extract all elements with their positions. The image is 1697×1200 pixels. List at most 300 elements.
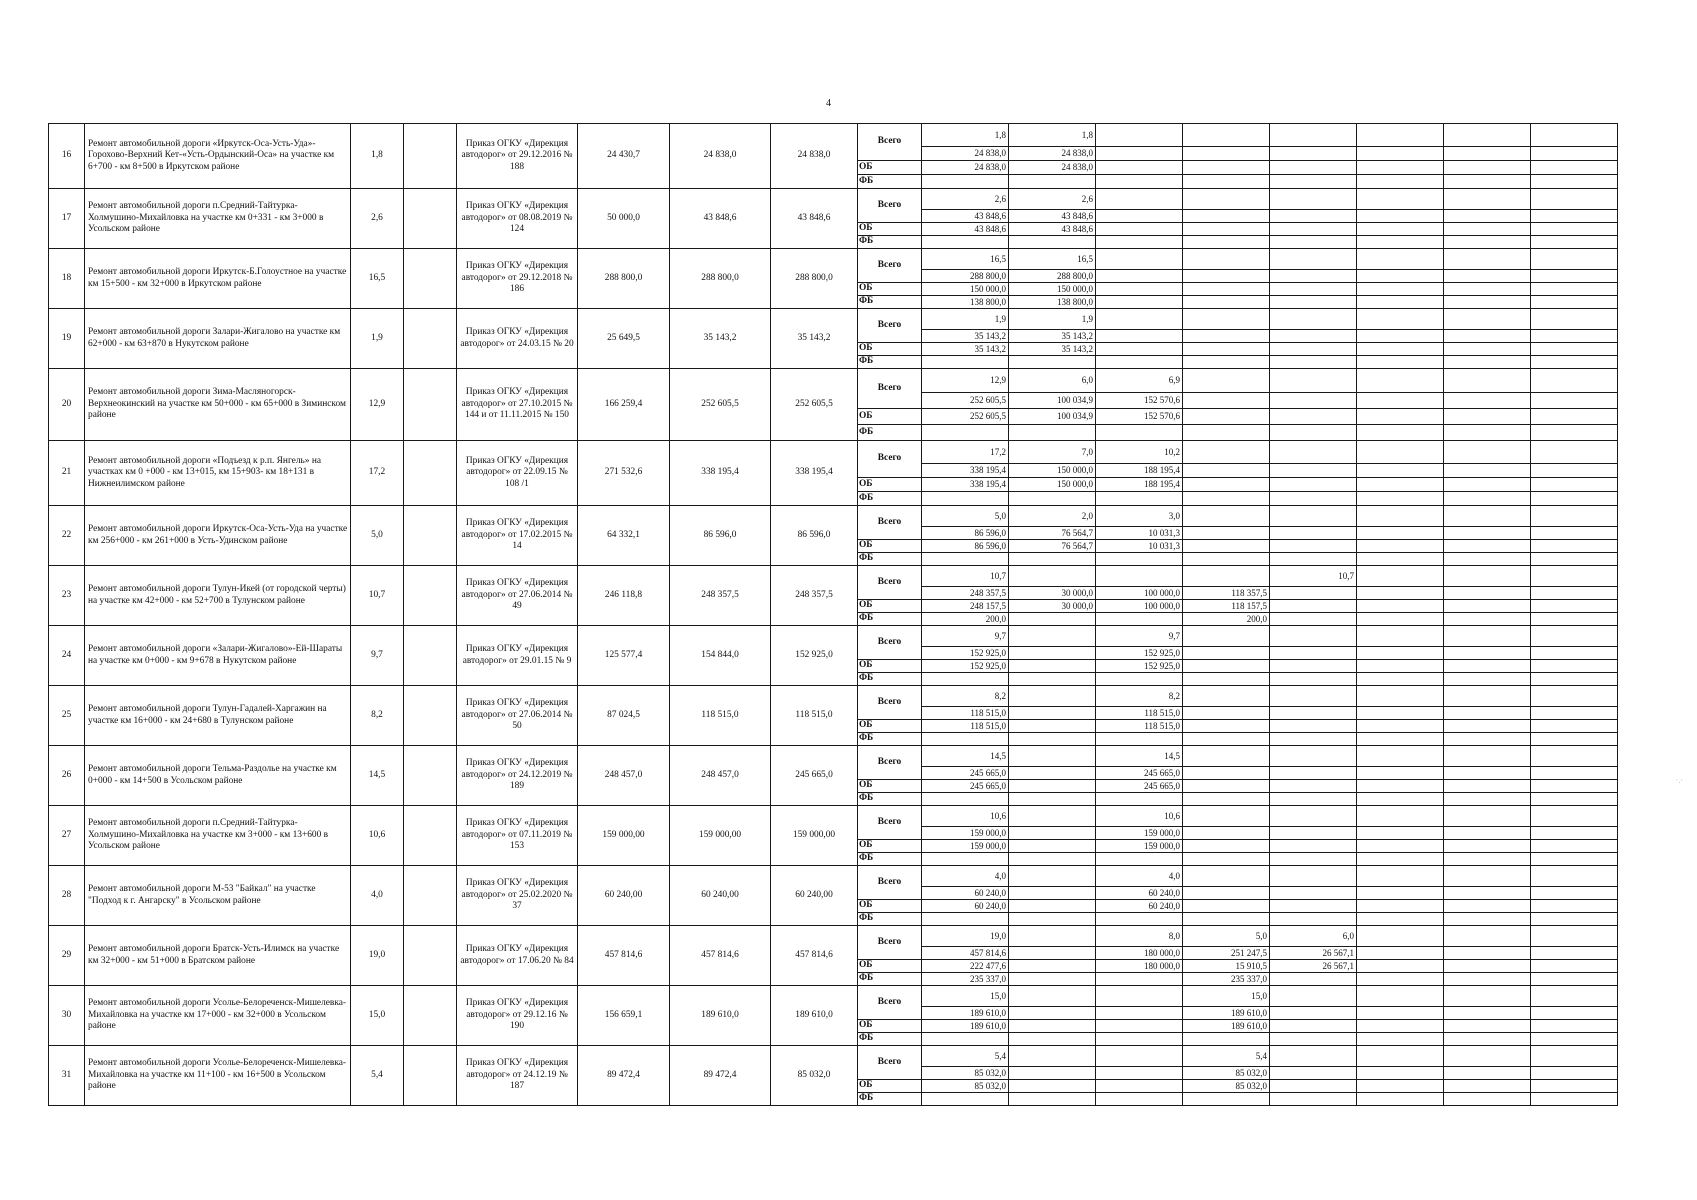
funding-cell	[1270, 613, 1357, 626]
label-all: Всего	[858, 626, 922, 660]
funding-cell	[1096, 973, 1183, 986]
funding-cell	[1183, 887, 1270, 900]
empty-cell	[404, 986, 457, 1046]
funding-cell	[1531, 553, 1618, 566]
funding-cell: 118 357,5	[1183, 587, 1270, 600]
funding-cell: 60 240,0	[1096, 900, 1183, 913]
funding-cell	[1357, 309, 1444, 330]
funding-cell	[1183, 733, 1270, 746]
funding-cell: 26 567,1	[1270, 947, 1357, 960]
label-fb: ФБ	[858, 613, 922, 626]
funding-cell	[1444, 540, 1531, 553]
funding-cell	[1531, 1020, 1618, 1033]
funding-cell	[1096, 1033, 1183, 1046]
cost-total: 248 357,5	[670, 566, 771, 626]
funding-cell: 338 195,4	[922, 464, 1009, 478]
funding-cell	[1183, 566, 1270, 587]
cost-contract: 60 240,00	[771, 866, 858, 926]
funding-cell	[1009, 733, 1096, 746]
table-row-part	[49, 506, 1618, 527]
funding-cell	[1531, 827, 1618, 840]
funding-cell	[1270, 1080, 1357, 1093]
empty-cell	[404, 369, 457, 441]
funding-cell: 245 665,0	[922, 780, 1009, 793]
funding-cell	[1444, 409, 1531, 425]
funding-cell	[1096, 249, 1183, 270]
funding-cell	[1444, 660, 1531, 673]
funding-cell: 152 925,0	[922, 660, 1009, 673]
funding-cell	[1444, 673, 1531, 686]
funding-cell	[1009, 973, 1096, 986]
funding-cell	[1531, 746, 1618, 767]
table-row-part	[49, 926, 1618, 947]
funding-cell	[1357, 540, 1444, 553]
funding-cell	[1357, 806, 1444, 827]
funding-cell	[1357, 464, 1444, 478]
funding-cell	[1183, 767, 1270, 780]
funding-cell	[1270, 270, 1357, 283]
funding-cell	[1444, 210, 1531, 223]
funding-cell	[1444, 369, 1531, 393]
funding-cell	[1444, 330, 1531, 343]
funding-cell	[1183, 283, 1270, 296]
cost-total: 189 610,0	[670, 986, 771, 1046]
funding-cell	[1444, 780, 1531, 793]
funding-cell: 159 000,0	[1096, 827, 1183, 840]
funding-cell	[1096, 210, 1183, 223]
cost-estimate: 156 659,1	[578, 986, 670, 1046]
funding-cell	[1183, 393, 1270, 409]
funding-cell	[1531, 296, 1618, 309]
funding-cell	[1009, 767, 1096, 780]
funding-cell: 4,0	[922, 866, 1009, 887]
label-ob: ОБ	[858, 343, 922, 356]
funding-cell	[1270, 973, 1357, 986]
funding-cell: 85 032,0	[1183, 1067, 1270, 1080]
funding-cell	[1444, 527, 1531, 540]
road-length: 15,0	[351, 986, 404, 1046]
funding-cell	[1531, 866, 1618, 887]
road-name: Ремонт автомобильной дороги «Подъезд к р.п. Янгель» на участках км 0 +000 - км 13+015, км 15+903- км 18+131 в Нижнеилимском районе	[85, 441, 351, 506]
road-length: 1,8	[351, 124, 404, 189]
funding-cell	[1357, 793, 1444, 806]
funding-cell	[1531, 720, 1618, 733]
funding-cell	[1531, 527, 1618, 540]
funding-cell	[1444, 767, 1531, 780]
funding-cell	[922, 356, 1009, 369]
funding-cell	[922, 673, 1009, 686]
cost-contract: 159 000,00	[771, 806, 858, 866]
label-fb: ФБ	[858, 673, 922, 686]
funding-cell	[1270, 780, 1357, 793]
funding-cell: 86 596,0	[922, 540, 1009, 553]
road-length: 14,5	[351, 746, 404, 806]
funding-cell	[1357, 827, 1444, 840]
funding-cell	[1357, 660, 1444, 673]
funding-cell	[1096, 147, 1183, 161]
funding-cell	[1183, 673, 1270, 686]
funding-cell: 9,7	[922, 626, 1009, 647]
row-number: 28	[49, 866, 85, 926]
funding-cell	[1270, 441, 1357, 464]
funding-cell: 6,9	[1096, 369, 1183, 393]
funding-cell: 180 000,0	[1096, 960, 1183, 973]
funding-cell	[922, 1033, 1009, 1046]
funding-cell	[1096, 161, 1183, 175]
empty-cell	[404, 806, 457, 866]
funding-cell	[1444, 853, 1531, 866]
funding-cell: 35 143,2	[922, 343, 1009, 356]
table-row-part	[49, 369, 1618, 393]
funding-cell	[1183, 626, 1270, 647]
funding-cell	[1531, 887, 1618, 900]
cost-estimate: 248 457,0	[578, 746, 670, 806]
funding-cell	[1531, 343, 1618, 356]
funding-cell	[1270, 1093, 1357, 1106]
label-fb: ФБ	[858, 733, 922, 746]
label-ob: ОБ	[858, 478, 922, 492]
funding-cell	[1357, 566, 1444, 587]
funding-cell	[1444, 566, 1531, 587]
label-fb: ФБ	[858, 553, 922, 566]
funding-cell	[922, 1093, 1009, 1106]
funding-cell	[1357, 707, 1444, 720]
row-number: 27	[49, 806, 85, 866]
row-number: 24	[49, 626, 85, 686]
funding-cell: 19,0	[922, 926, 1009, 947]
funding-cell	[1531, 973, 1618, 986]
funding-cell	[1444, 960, 1531, 973]
funding-cell: 86 596,0	[922, 527, 1009, 540]
funding-cell	[1357, 960, 1444, 973]
cost-total: 457 814,6	[670, 926, 771, 986]
funding-cell	[1009, 707, 1096, 720]
label-ob: ОБ	[858, 660, 922, 673]
funding-cell: 189 610,0	[1183, 1007, 1270, 1020]
funding-cell	[1531, 780, 1618, 793]
funding-cell	[1270, 283, 1357, 296]
label-all: Всего	[858, 1046, 922, 1080]
funding-cell	[1357, 900, 1444, 913]
funding-cell	[1444, 973, 1531, 986]
funding-cell	[1531, 587, 1618, 600]
funding-cell: 189 610,0	[922, 1007, 1009, 1020]
funding-cell	[1009, 1067, 1096, 1080]
label-all: Всего	[858, 566, 922, 600]
funding-cell	[1270, 900, 1357, 913]
funding-cell	[1357, 527, 1444, 540]
label-fb: ФБ	[858, 492, 922, 506]
funding-cell	[1183, 553, 1270, 566]
label-all: Всего	[858, 309, 922, 343]
funding-cell	[1531, 270, 1618, 283]
funding-cell: 118 515,0	[922, 707, 1009, 720]
funding-cell	[1357, 223, 1444, 236]
funding-cell: 14,5	[1096, 746, 1183, 767]
funding-cell	[1009, 947, 1096, 960]
funding-cell	[1009, 626, 1096, 647]
label-all: Всего	[858, 806, 922, 840]
funding-cell: 118 515,0	[1096, 720, 1183, 733]
funding-cell: 35 143,2	[1009, 343, 1096, 356]
funding-cell	[1357, 673, 1444, 686]
funding-cell: 150 000,0	[1009, 283, 1096, 296]
funding-cell: 6,0	[1009, 369, 1096, 393]
empty-cell	[404, 686, 457, 746]
road-name: Ремонт автомобильной дороги Братск-Усть-Илимск на участке км 32+000 - км 51+000 в Братском районе	[85, 926, 351, 986]
funding-cell	[1444, 647, 1531, 660]
funding-cell	[1183, 175, 1270, 189]
funding-cell	[1357, 913, 1444, 926]
road-name: Ремонт автомобильной дороги Усолье-Белореченск-Мишелевка-Михайловка на участке км 17+000 - км 32+000 в Усольском районе	[85, 986, 351, 1046]
funding-cell	[1444, 1020, 1531, 1033]
cost-estimate: 125 577,4	[578, 626, 670, 686]
funding-cell: 10,7	[922, 566, 1009, 587]
funding-cell	[1357, 746, 1444, 767]
funding-cell	[1531, 283, 1618, 296]
funding-cell	[1270, 161, 1357, 175]
funding-cell	[1183, 527, 1270, 540]
funding-cell	[1270, 409, 1357, 425]
funding-cell: 15 910,5	[1183, 960, 1270, 973]
funding-cell	[1183, 409, 1270, 425]
funding-cell	[1444, 1080, 1531, 1093]
funding-cell	[1270, 478, 1357, 492]
scan-artifact: ·.·	[1675, 776, 1683, 785]
funding-cell	[1096, 566, 1183, 587]
empty-cell	[404, 189, 457, 249]
cost-contract: 189 610,0	[771, 986, 858, 1046]
funding-cell	[1357, 600, 1444, 613]
funding-cell: 159 000,0	[922, 840, 1009, 853]
funding-cell	[1270, 733, 1357, 746]
funding-cell	[1531, 464, 1618, 478]
empty-cell	[404, 441, 457, 506]
funding-cell	[922, 733, 1009, 746]
cost-total: 43 848,6	[670, 189, 771, 249]
table-row-part	[49, 866, 1618, 887]
funding-cell	[1183, 343, 1270, 356]
funding-cell: 2,0	[1009, 506, 1096, 527]
funding-cell	[1096, 673, 1183, 686]
road-length: 12,9	[351, 369, 404, 441]
funding-cell: 5,0	[1183, 926, 1270, 947]
funding-cell	[1270, 793, 1357, 806]
funding-cell	[1183, 356, 1270, 369]
funding-cell	[1444, 613, 1531, 626]
funding-cell	[1270, 587, 1357, 600]
row-number: 18	[49, 249, 85, 309]
empty-cell	[404, 566, 457, 626]
funding-cell	[1096, 124, 1183, 147]
funding-cell	[1444, 309, 1531, 330]
funding-cell	[1444, 720, 1531, 733]
road-name: Ремонт автомобильной дороги Иркутск-Оса-Усть-Уда на участке км 256+000 - км 261+000 в Усть-Удинском районе	[85, 506, 351, 566]
funding-cell	[1183, 270, 1270, 283]
funding-cell	[1444, 506, 1531, 527]
funding-cell	[1357, 887, 1444, 900]
road-name: Ремонт автомобильной дороги Тулун-Икей (от городской черты) на участке км 42+000 - км 52+700 в Тулунском районе	[85, 566, 351, 626]
funding-cell: 150 000,0	[1009, 464, 1096, 478]
row-number: 19	[49, 309, 85, 369]
funding-cell	[1096, 283, 1183, 296]
funding-cell	[1357, 733, 1444, 746]
funding-cell: 189 610,0	[1183, 1020, 1270, 1033]
funding-cell: 24 838,0	[1009, 161, 1096, 175]
funding-cell	[1531, 161, 1618, 175]
funding-cell	[1444, 147, 1531, 161]
cost-total: 248 457,0	[670, 746, 771, 806]
funding-cell	[1270, 707, 1357, 720]
cost-estimate: 64 332,1	[578, 506, 670, 566]
funding-cell	[1096, 1046, 1183, 1067]
funding-cell	[922, 492, 1009, 506]
label-fb: ФБ	[858, 296, 922, 309]
cost-total: 288 800,0	[670, 249, 771, 309]
funding-cell: 43 848,6	[922, 210, 1009, 223]
order-document: Приказ ОГКУ «Дирекция автодорог» от 27.06.2014 № 50	[457, 686, 578, 746]
funding-cell	[1444, 343, 1531, 356]
funding-cell	[1357, 492, 1444, 506]
funding-cell	[1444, 900, 1531, 913]
funding-cell: 188 195,4	[1096, 478, 1183, 492]
funding-cell	[1270, 913, 1357, 926]
label-ob: ОБ	[858, 161, 922, 175]
funding-cell	[1270, 356, 1357, 369]
funding-cell	[1531, 189, 1618, 210]
cost-contract: 338 195,4	[771, 441, 858, 506]
funding-cell: 118 157,5	[1183, 600, 1270, 613]
funding-cell: 150 000,0	[1009, 478, 1096, 492]
funding-cell: 245 665,0	[922, 767, 1009, 780]
funding-cell: 10,6	[922, 806, 1009, 827]
funding-cell: 2,6	[1009, 189, 1096, 210]
road-length: 5,4	[351, 1046, 404, 1106]
funding-cell	[1009, 1046, 1096, 1067]
funding-cell	[1357, 330, 1444, 343]
funding-cell: 15,0	[1183, 986, 1270, 1007]
order-document: Приказ ОГКУ «Дирекция автодорог» от 24.12.19 № 187	[457, 1046, 578, 1106]
funding-cell	[1531, 330, 1618, 343]
funding-cell	[1444, 806, 1531, 827]
cost-contract: 288 800,0	[771, 249, 858, 309]
funding-cell	[1444, 793, 1531, 806]
funding-cell	[1444, 733, 1531, 746]
funding-cell	[1444, 356, 1531, 369]
funding-cell	[1531, 660, 1618, 673]
funding-cell	[1357, 175, 1444, 189]
label-ob: ОБ	[858, 900, 922, 913]
funding-cell	[1531, 566, 1618, 587]
funding-cell	[1531, 540, 1618, 553]
funding-cell	[1531, 707, 1618, 720]
funding-cell: 10 031,3	[1096, 527, 1183, 540]
funding-cell	[1357, 1033, 1444, 1046]
road-length: 2,6	[351, 189, 404, 249]
funding-cell	[1444, 283, 1531, 296]
funding-cell	[1357, 866, 1444, 887]
funding-cell	[1531, 210, 1618, 223]
road-name: Ремонт автомобильной дороги Тельма-Раздолье на участке км 0+000 - км 14+500 в Усольском районе	[85, 746, 351, 806]
road-name: Ремонт автомобильной дороги Зима-Масляногорск-Верхнеокинский на участке км 50+000 - км 65+000 в Зиминском районе	[85, 369, 351, 441]
funding-cell: 8,0	[1096, 926, 1183, 947]
order-document: Приказ ОГКУ «Дирекция автодорог» от 17.02.2015 № 14	[457, 506, 578, 566]
table-row-part	[49, 746, 1618, 767]
funding-cell	[1444, 926, 1531, 947]
funding-cell	[1357, 236, 1444, 249]
table-row-part	[49, 249, 1618, 270]
funding-cell	[1531, 840, 1618, 853]
funding-cell	[1270, 600, 1357, 613]
funding-cell	[1531, 1007, 1618, 1020]
funding-cell: 288 800,0	[1009, 270, 1096, 283]
cost-contract: 118 515,0	[771, 686, 858, 746]
funding-cell: 35 143,2	[1009, 330, 1096, 343]
funding-cell	[1531, 900, 1618, 913]
funding-cell	[1009, 1033, 1096, 1046]
funding-cell: 251 247,5	[1183, 947, 1270, 960]
cost-contract: 245 665,0	[771, 746, 858, 806]
funding-cell: 85 032,0	[922, 1080, 1009, 1093]
funding-cell	[1531, 686, 1618, 707]
funding-cell	[1096, 1093, 1183, 1106]
funding-cell	[1096, 492, 1183, 506]
road-name: Ремонт автомобильной дороги п.Средний-Тайтурка-Холмушино-Михайловка на участке км 0+331 - км 3+000 в Усольском районе	[85, 189, 351, 249]
funding-cell: 9,7	[1096, 626, 1183, 647]
funding-cell: 85 032,0	[1183, 1080, 1270, 1093]
funding-cell	[1444, 223, 1531, 236]
funding-cell	[1357, 1007, 1444, 1020]
funding-cell	[1444, 1067, 1531, 1080]
table-row-part	[49, 806, 1618, 827]
funding-cell	[1531, 356, 1618, 369]
cost-estimate: 87 024,5	[578, 686, 670, 746]
funding-cell: 100 000,0	[1096, 600, 1183, 613]
label-ob: ОБ	[858, 1080, 922, 1093]
funding-cell	[1531, 600, 1618, 613]
funding-cell	[1531, 960, 1618, 973]
funding-cell	[1096, 793, 1183, 806]
order-document: Приказ ОГКУ «Дирекция автодорог» от 25.02.2020 № 37	[457, 866, 578, 926]
funding-cell: 43 848,6	[922, 223, 1009, 236]
funding-cell	[1183, 464, 1270, 478]
funding-cell	[1270, 343, 1357, 356]
cost-estimate: 89 472,4	[578, 1046, 670, 1106]
funding-cell	[1444, 270, 1531, 283]
order-document: Приказ ОГКУ «Дирекция автодорог» от 22.09.15 № 108 /1	[457, 441, 578, 506]
funding-cell	[1183, 492, 1270, 506]
funding-cell: 5,0	[922, 506, 1009, 527]
funding-cell: 200,0	[1183, 613, 1270, 626]
funding-cell	[1531, 1093, 1618, 1106]
funding-cell	[1009, 660, 1096, 673]
funding-cell	[1444, 947, 1531, 960]
funding-cell	[1270, 986, 1357, 1007]
funding-cell	[1444, 441, 1531, 464]
funding-cell	[1444, 425, 1531, 441]
funding-cell	[1183, 441, 1270, 464]
funding-cell: 30 000,0	[1009, 587, 1096, 600]
funding-cell	[1531, 926, 1618, 947]
funding-cell	[1096, 175, 1183, 189]
row-number: 17	[49, 189, 85, 249]
funding-cell	[1009, 673, 1096, 686]
funding-cell: 152 570,6	[1096, 393, 1183, 409]
funding-cell	[1096, 1067, 1183, 1080]
funding-cell	[1531, 249, 1618, 270]
funding-cell	[1183, 369, 1270, 393]
row-number: 23	[49, 566, 85, 626]
